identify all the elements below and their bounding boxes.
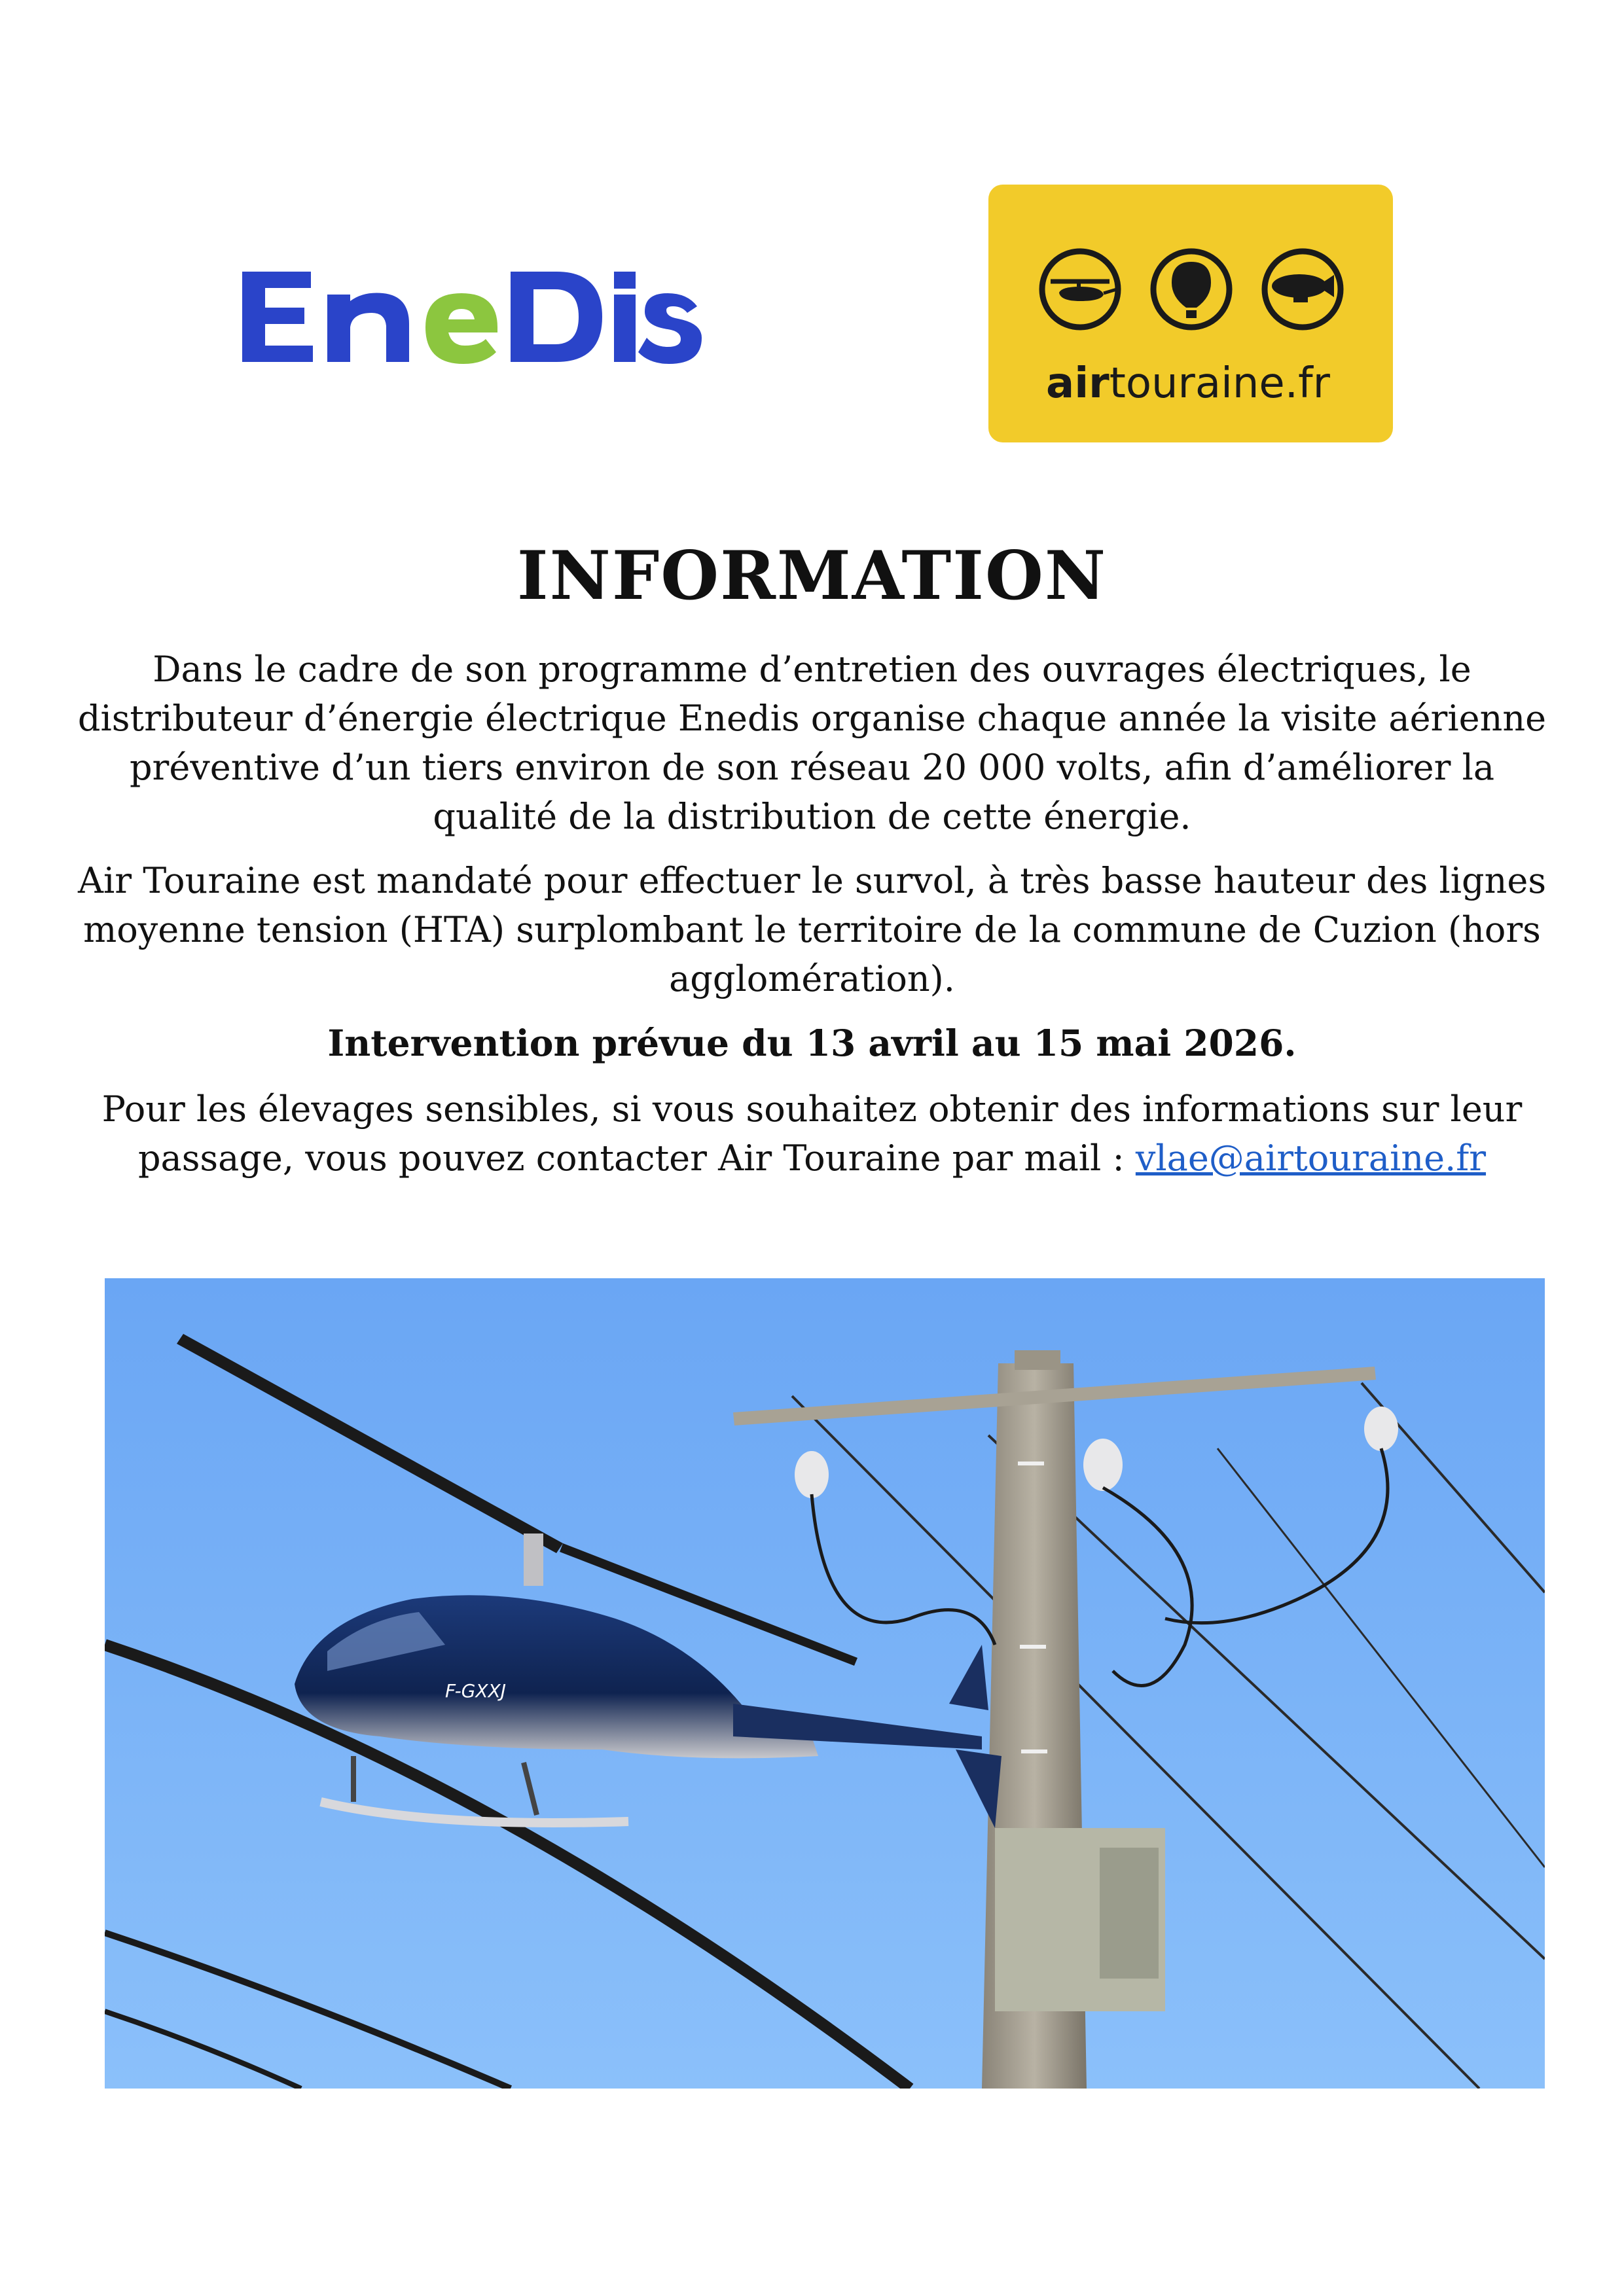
helicopter-photo-image — [105, 1278, 1545, 2089]
svg-text:airtouraine.fr — [1046, 359, 1331, 408]
intervention-dates: Intervention prévue du 13 avril au 15 mai 2026. — [327, 1022, 1297, 1064]
enedis-logo — [236, 255, 707, 380]
airtouraine-logo-image — [988, 185, 1393, 442]
helicopter-photo — [105, 1278, 1545, 2089]
airtouraine-logo-bold: air — [1046, 359, 1110, 408]
contact-email-link[interactable]: vlae@airtouraine.fr — [1135, 1138, 1487, 1179]
airtouraine-logo — [988, 185, 1393, 442]
enedis-logo-image — [236, 255, 707, 380]
paragraph-2: Air Touraine est mandaté pour effectuer le survol, à très basse hauteur des lignes moyenne tension (HTA) surplombant le territoire de la commune de Cuzion (hors agglomération). — [77, 860, 1547, 999]
paragraph-1: Dans le cadre de son programme d’entretien des ouvrages électriques, le distributeur d’énergie électrique Enedis organise chaque année la visite aérienne préventive d’un tiers environ de son réseau 20 000 volts, afin d’améliorer la qualité de la distribution de cette énergie. — [77, 649, 1547, 837]
paragraph-contact — [72, 1085, 1552, 1183]
contact-text: Pour les élevages sensibles, si vous souhaitez obtenir des informations sur leur passage, vous pouvez contacter Air Touraine par mail : — [101, 1088, 1523, 1179]
page-title: INFORMATION — [516, 537, 1108, 615]
airtouraine-logo-rest: touraine.fr — [1109, 359, 1330, 408]
notice-body — [72, 645, 1552, 1198]
helicopter-registration: F-GXXJ — [445, 1680, 506, 1702]
